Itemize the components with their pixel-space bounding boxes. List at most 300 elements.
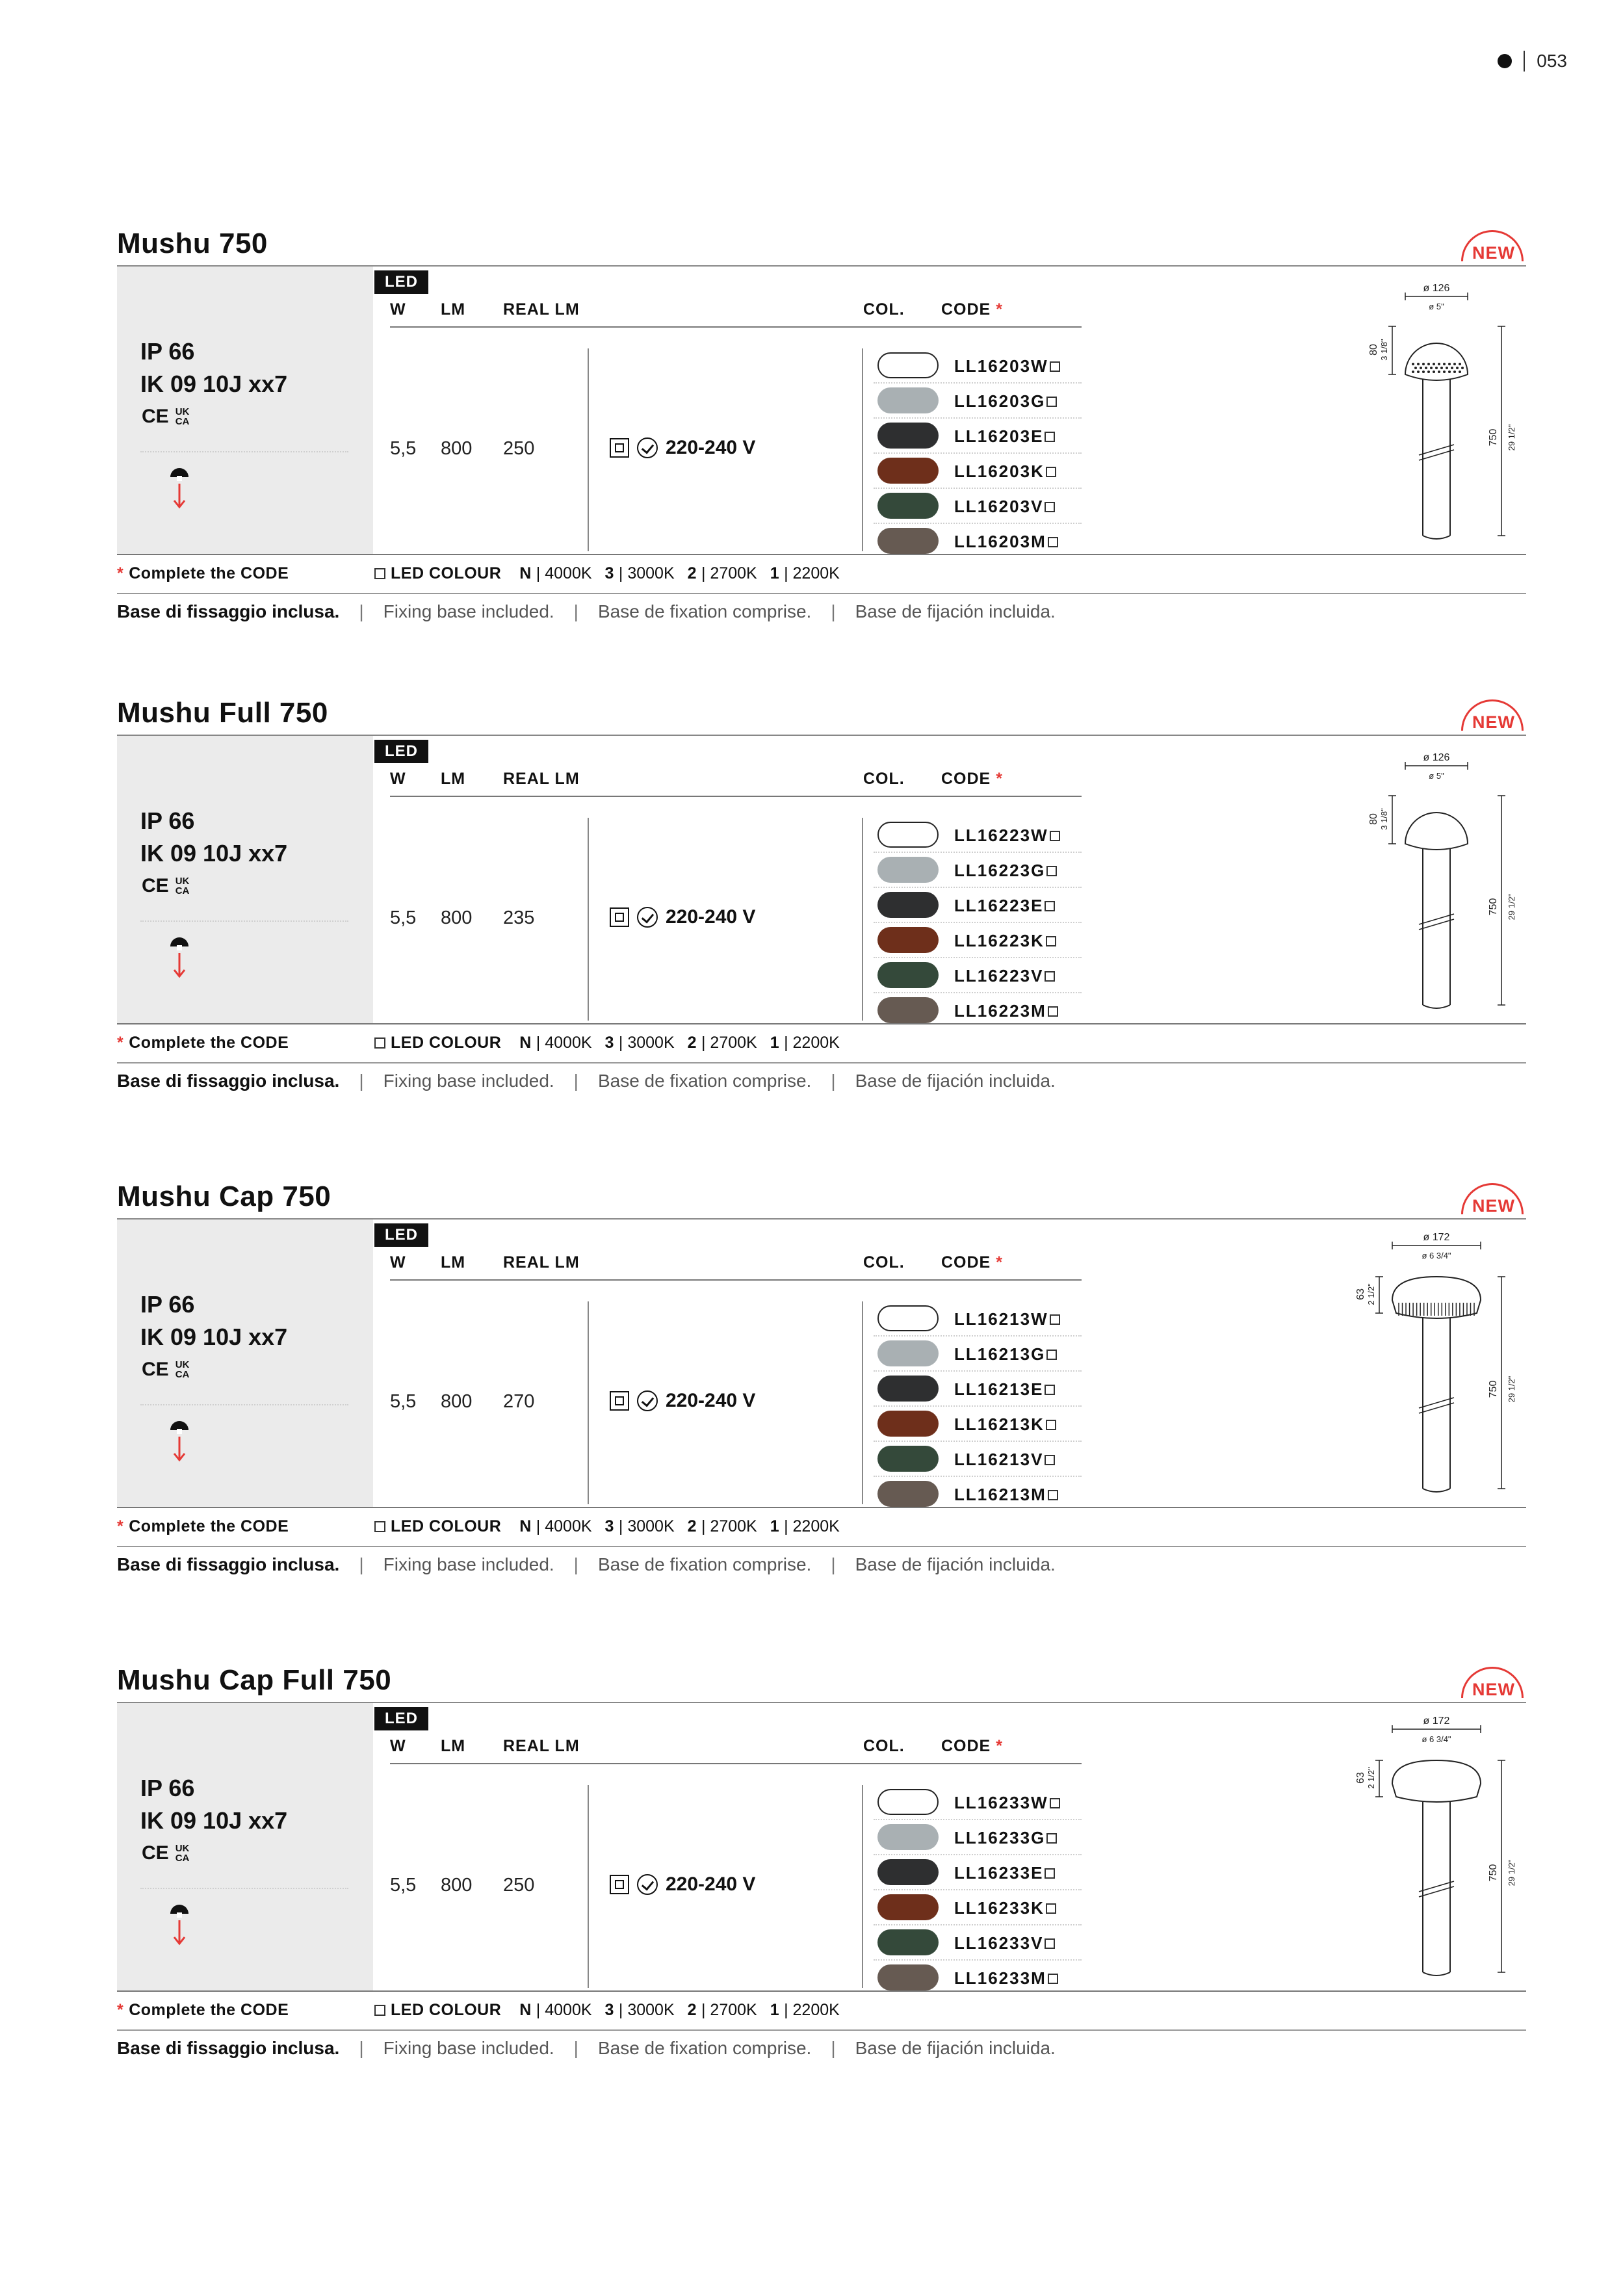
separator: | (573, 1071, 578, 1091)
separator: | (359, 601, 364, 621)
base-note (117, 1071, 1056, 1091)
divider (862, 348, 863, 551)
product-section (117, 697, 1526, 1113)
colour-option: 3 | 3000K (604, 564, 675, 582)
separator: | (359, 1071, 364, 1091)
placeholder-box-icon (1048, 1490, 1058, 1500)
colour-swatch (877, 997, 939, 1023)
code-legend (117, 1517, 1526, 1536)
spec-panel (117, 1220, 373, 1507)
colour-swatch (877, 493, 939, 519)
colour-swatch (877, 1964, 939, 1990)
base-note-it: Base di fissaggio inclusa. (117, 2038, 340, 2058)
ik-rating: IK 09 10J xx7 (140, 1807, 288, 1834)
svg-text:3 1/8": 3 1/8" (1379, 808, 1389, 830)
product-code: LL16203V (954, 497, 1055, 517)
ukca-mark-icon: UK CA (175, 406, 190, 427)
product-code: LL16213V (954, 1450, 1055, 1470)
colour-swatch (877, 387, 939, 413)
header-w: W (390, 1253, 406, 1272)
new-badge (1461, 1667, 1526, 1703)
base-note (117, 2038, 1056, 2059)
svg-text:750: 750 (1488, 1864, 1499, 1882)
voltage-value: 220-240 V (666, 1873, 756, 1895)
ip-rating: IP 66 (140, 338, 195, 365)
voltage-value: 220-240 V (666, 1390, 756, 1411)
product-code: LL16203M (954, 532, 1058, 552)
base-note-it: Base di fissaggio inclusa. (117, 1554, 340, 1574)
checkbox-icon (374, 568, 385, 579)
placeholder-box-icon (1045, 502, 1055, 512)
certification-marks (142, 875, 189, 897)
code-row (874, 1301, 1082, 1337)
class-ii-icon (610, 1875, 629, 1894)
colour-swatch (877, 1376, 939, 1402)
product-code: LL16203G (954, 391, 1057, 411)
class-ii-icon (610, 907, 629, 927)
base-note-es: Base de fijación incluida. (855, 1554, 1056, 1574)
colour-option: N | 4000K (519, 2001, 592, 2019)
svg-text:63: 63 (1355, 1772, 1366, 1784)
code-row (874, 958, 1082, 993)
product-code: LL16233E (954, 1863, 1055, 1883)
page-number: 053 (1537, 51, 1567, 71)
spec-panel (117, 1703, 373, 1990)
code-legend (117, 2001, 1526, 2020)
divider (140, 920, 348, 922)
header-lm: LM (441, 300, 466, 319)
base-note-it: Base di fissaggio inclusa. (117, 601, 340, 621)
header-code: CODE * (941, 1737, 1003, 1755)
separator: | (573, 2038, 578, 2058)
new-badge (1461, 699, 1526, 736)
asterisk-icon: * (117, 2001, 124, 2019)
ip-rating: IP 66 (140, 1775, 195, 1801)
code-row (874, 818, 1082, 853)
product-code: LL16203K (954, 462, 1056, 482)
placeholder-box-icon (1046, 1350, 1057, 1360)
lumen-value: 800 (441, 907, 473, 928)
product-section (117, 1664, 1526, 2080)
product-drawing (1326, 1220, 1521, 1506)
placeholder-box-icon (1046, 397, 1057, 407)
product-code: LL16223G (954, 861, 1057, 881)
product-code: LL16223E (954, 896, 1055, 916)
header-lm: LM (441, 1253, 466, 1272)
colour-swatch (877, 927, 939, 953)
code-row (874, 1855, 1082, 1890)
code-row (874, 853, 1082, 888)
placeholder-box-icon (1045, 971, 1055, 982)
code-row (874, 384, 1082, 419)
colour-option: 3 | 3000K (604, 1517, 675, 1535)
spec-panel (117, 736, 373, 1023)
colour-option: N | 4000K (519, 564, 592, 582)
divider (862, 1301, 863, 1504)
placeholder-box-icon (1050, 1798, 1060, 1808)
header-w: W (390, 1737, 406, 1755)
product-code: LL16213E (954, 1379, 1055, 1400)
code-row (874, 1961, 1082, 1994)
lumen-value: 800 (441, 438, 473, 459)
colour-code-list (874, 1301, 1082, 1511)
asterisk-icon: * (117, 564, 124, 582)
colour-option: 2 | 2700K (687, 2001, 757, 2019)
led-colour-label: LED COLOUR (391, 1517, 502, 1535)
class-ii-icon (610, 1391, 629, 1411)
divider (117, 1546, 1526, 1547)
product-code: LL16223V (954, 966, 1055, 986)
code-legend (117, 564, 1526, 583)
colour-option: N | 4000K (519, 1034, 592, 1052)
placeholder-box-icon (1050, 361, 1060, 372)
asterisk-icon: * (117, 1034, 124, 1052)
product-section (117, 1181, 1526, 1597)
code-row (874, 1442, 1082, 1477)
placeholder-box-icon (1048, 1974, 1058, 1984)
complete-code-label: * Complete the CODE (117, 1517, 289, 1535)
placeholder-box-icon (1048, 1006, 1058, 1017)
spec-panel (117, 267, 373, 554)
code-row (874, 1820, 1082, 1855)
asterisk-icon: * (996, 770, 1003, 788)
led-colour-legend (374, 2001, 840, 2020)
header-col: COL. (863, 1737, 905, 1755)
product-drawing (1326, 1703, 1521, 1989)
colour-swatch (877, 352, 939, 378)
svg-text:ø 5": ø 5" (1429, 771, 1444, 781)
divider (117, 593, 1526, 594)
placeholder-box-icon (1046, 1420, 1056, 1430)
svg-text:ø 126: ø 126 (1423, 752, 1450, 763)
product-code: LL16233M (954, 1968, 1058, 1989)
divider (588, 1785, 589, 1988)
product-code: LL16213W (954, 1309, 1060, 1329)
voltage-info (610, 437, 755, 459)
ce-mark-icon: CE (142, 406, 169, 427)
svg-text:ø 126: ø 126 (1423, 283, 1450, 294)
colour-code-list (874, 818, 1082, 1027)
svg-text:ø 5": ø 5" (1429, 302, 1444, 311)
certification-marks (142, 1842, 189, 1864)
colour-option: 1 | 2200K (770, 2001, 840, 2019)
watt-value: 5,5 (390, 438, 417, 459)
base-note-fr: Base de fixation comprise. (597, 1071, 812, 1091)
ip-rating: IP 66 (140, 807, 195, 834)
colour-swatch (877, 857, 939, 883)
led-tag: LED (374, 270, 428, 294)
ground-spike-icon (166, 1903, 192, 1949)
separator: | (359, 1554, 364, 1574)
asterisk-icon: * (996, 300, 1003, 319)
code-row (874, 888, 1082, 923)
colour-option: 1 | 2200K (770, 1034, 840, 1052)
code-row (874, 524, 1082, 558)
ground-spike-icon (166, 936, 192, 982)
check-circle-icon (637, 907, 658, 928)
colour-options (506, 2001, 840, 2020)
product-code: LL16223M (954, 1001, 1058, 1021)
divider (862, 818, 863, 1021)
check-circle-icon (637, 1874, 658, 1895)
complete-code-label: * Complete the CODE (117, 1034, 289, 1052)
header-code: CODE * (941, 300, 1003, 319)
colour-options (506, 564, 840, 583)
svg-text:29 1/2": 29 1/2" (1507, 893, 1516, 920)
colour-swatch (877, 1929, 939, 1955)
voltage-value: 220-240 V (666, 906, 756, 928)
separator: | (831, 2038, 836, 2058)
base-note-fr: Base de fixation comprise. (597, 1554, 812, 1574)
voltage-info (610, 1390, 755, 1412)
header-lm: LM (441, 770, 466, 788)
code-row (874, 1372, 1082, 1407)
led-colour-legend (374, 1517, 840, 1536)
colour-swatch (877, 1305, 939, 1331)
separator: | (359, 2038, 364, 2058)
colour-options (506, 1034, 840, 1052)
separator: | (573, 601, 578, 621)
header-col: COL. (863, 1253, 905, 1272)
product-code: LL16233V (954, 1933, 1055, 1953)
header-real-lm: REAL LM (503, 1253, 580, 1272)
svg-text:750: 750 (1488, 1380, 1499, 1398)
separator: | (831, 1554, 836, 1574)
placeholder-box-icon (1046, 1833, 1057, 1844)
divider (117, 1023, 1526, 1024)
code-row (874, 1925, 1082, 1961)
product-title: Mushu 750 (117, 228, 268, 259)
code-row (874, 923, 1082, 958)
placeholder-box-icon (1046, 1903, 1056, 1914)
voltage-value: 220-240 V (666, 437, 756, 458)
placeholder-box-icon (1046, 866, 1057, 876)
watt-value: 5,5 (390, 1875, 417, 1896)
base-note-es: Base de fijación incluida. (855, 2038, 1056, 2058)
real-lumen-value: 235 (503, 907, 535, 928)
base-note (117, 1554, 1056, 1575)
product-title: Mushu Cap Full 750 (117, 1664, 392, 1696)
colour-option: 2 | 2700K (687, 1034, 757, 1052)
code-row (874, 1407, 1082, 1442)
ground-spike-icon (166, 1420, 192, 1465)
colour-swatch (877, 1446, 939, 1472)
colour-swatch (877, 1340, 939, 1366)
ukca-mark-icon: UK CA (175, 1359, 190, 1380)
ce-mark-icon: CE (142, 1842, 169, 1864)
base-note (117, 601, 1056, 622)
svg-text:29 1/2": 29 1/2" (1507, 1859, 1516, 1886)
check-circle-icon (637, 1390, 658, 1411)
colour-swatch (877, 1859, 939, 1885)
base-note-en: Fixing base included. (383, 2038, 554, 2058)
divider (117, 1062, 1526, 1063)
ground-spike-icon (166, 467, 192, 512)
product-code: LL16203W (954, 356, 1060, 376)
new-badge (1461, 1183, 1526, 1220)
header-lm: LM (441, 1737, 466, 1755)
product-code: LL16233G (954, 1828, 1057, 1848)
colour-option: 3 | 3000K (604, 2001, 675, 2019)
code-row (874, 993, 1082, 1027)
colour-option: 3 | 3000K (604, 1034, 675, 1052)
base-note-fr: Base de fixation comprise. (597, 2038, 812, 2058)
svg-text:ø 6 3/4": ø 6 3/4" (1422, 1251, 1451, 1260)
colour-swatch (877, 423, 939, 449)
led-colour-legend (374, 564, 840, 583)
code-row (874, 1477, 1082, 1511)
svg-text:750: 750 (1488, 428, 1499, 447)
led-colour-label: LED COLOUR (391, 564, 502, 582)
checkbox-icon (374, 2005, 385, 2016)
new-badge-label: NEW (1472, 1196, 1515, 1216)
checkbox-icon (374, 1521, 385, 1532)
colour-option: 2 | 2700K (687, 1517, 757, 1535)
complete-code-label: * Complete the CODE (117, 2001, 289, 2019)
code-row (874, 1785, 1082, 1820)
svg-text:2 1/2": 2 1/2" (1366, 1283, 1376, 1305)
product-code: LL16223W (954, 826, 1060, 846)
svg-text:750: 750 (1488, 898, 1499, 916)
class-ii-icon (610, 438, 629, 458)
colour-swatch (877, 1789, 939, 1815)
certification-marks (142, 406, 189, 428)
colour-option: 1 | 2200K (770, 1517, 840, 1535)
divider (588, 818, 589, 1021)
placeholder-box-icon (1045, 1385, 1055, 1395)
base-note-en: Fixing base included. (383, 601, 554, 621)
divider (117, 1507, 1526, 1508)
divider (140, 1404, 348, 1405)
separator: | (831, 1071, 836, 1091)
divider (117, 2029, 1526, 2031)
colour-swatch (877, 962, 939, 988)
svg-text:29 1/2": 29 1/2" (1507, 424, 1516, 451)
colour-option: N | 4000K (519, 1517, 592, 1535)
new-badge (1461, 230, 1526, 267)
product-code: LL16223K (954, 931, 1056, 951)
svg-text:ø 172: ø 172 (1423, 1715, 1450, 1727)
placeholder-box-icon (1046, 936, 1056, 946)
divider (117, 554, 1526, 555)
base-note-fr: Base de fixation comprise. (597, 601, 812, 621)
ukca-mark-icon: UK CA (175, 1843, 190, 1864)
asterisk-icon: * (996, 1253, 1003, 1272)
code-legend (117, 1034, 1526, 1052)
ce-mark-icon: CE (142, 1359, 169, 1380)
colour-swatch (877, 458, 939, 484)
svg-text:80: 80 (1368, 813, 1379, 825)
ip-rating: IP 66 (140, 1291, 195, 1318)
header-real-lm: REAL LM (503, 770, 580, 788)
code-row (874, 489, 1082, 524)
product-section (117, 228, 1526, 644)
code-row (874, 454, 1082, 489)
placeholder-box-icon (1046, 467, 1056, 477)
check-circle-icon (637, 437, 658, 458)
product-title: Mushu Cap 750 (117, 1181, 331, 1212)
ik-rating: IK 09 10J xx7 (140, 1324, 288, 1350)
separator (1524, 51, 1525, 72)
divider (117, 1990, 1526, 1992)
base-note-it: Base di fissaggio inclusa. (117, 1071, 340, 1091)
header-w: W (390, 770, 406, 788)
colour-swatch (877, 1411, 939, 1437)
led-tag: LED (374, 740, 428, 763)
svg-text:3 1/8": 3 1/8" (1379, 339, 1389, 361)
watt-value: 5,5 (390, 907, 417, 928)
placeholder-box-icon (1045, 432, 1055, 442)
separator: | (573, 1554, 578, 1574)
lumen-value: 800 (441, 1391, 473, 1412)
voltage-info (610, 906, 755, 928)
svg-text:ø 172: ø 172 (1423, 1232, 1450, 1243)
code-row (874, 419, 1082, 454)
watt-value: 5,5 (390, 1391, 417, 1412)
divider (862, 1785, 863, 1988)
placeholder-box-icon (1045, 901, 1055, 911)
checkbox-icon (374, 1037, 385, 1049)
divider (390, 1763, 1082, 1764)
divider (140, 451, 348, 452)
new-badge-label: NEW (1472, 1680, 1515, 1699)
colour-option: 2 | 2700K (687, 564, 757, 582)
ik-rating: IK 09 10J xx7 (140, 840, 288, 867)
placeholder-box-icon (1045, 1868, 1055, 1879)
base-note-en: Fixing base included. (383, 1071, 554, 1091)
colour-swatch (877, 822, 939, 848)
svg-text:2 1/2": 2 1/2" (1366, 1767, 1376, 1789)
led-colour-label: LED COLOUR (391, 2001, 502, 2019)
ik-rating: IK 09 10J xx7 (140, 371, 288, 397)
page-header (1498, 51, 1567, 72)
header-col: COL. (863, 300, 905, 319)
placeholder-box-icon (1048, 537, 1058, 547)
led-colour-legend (374, 1034, 840, 1052)
base-note-es: Base de fijación incluida. (855, 1071, 1056, 1091)
product-drawing (1326, 267, 1521, 553)
divider (588, 348, 589, 551)
svg-text:ø 6 3/4": ø 6 3/4" (1422, 1734, 1451, 1744)
base-note-en: Fixing base included. (383, 1554, 554, 1574)
product-drawing (1326, 736, 1521, 1022)
divider (390, 1279, 1082, 1281)
led-tag: LED (374, 1223, 428, 1247)
product-code: LL16203E (954, 426, 1055, 447)
product-code: LL16233W (954, 1793, 1060, 1813)
complete-code-label: * Complete the CODE (117, 564, 289, 582)
colour-swatch (877, 1824, 939, 1850)
placeholder-box-icon (1045, 1455, 1055, 1465)
code-row (874, 348, 1082, 384)
svg-text:80: 80 (1368, 344, 1379, 356)
placeholder-box-icon (1050, 831, 1060, 841)
certification-marks (142, 1359, 189, 1381)
asterisk-icon: * (996, 1737, 1003, 1755)
ce-mark-icon: CE (142, 875, 169, 896)
product-code: LL16213K (954, 1415, 1056, 1435)
colour-options (506, 1517, 840, 1536)
header-w: W (390, 300, 406, 319)
led-colour-label: LED COLOUR (391, 1034, 502, 1052)
divider (390, 796, 1082, 797)
divider (140, 1888, 348, 1889)
product-code: LL16233K (954, 1898, 1056, 1918)
header-real-lm: REAL LM (503, 1737, 580, 1755)
product-title: Mushu Full 750 (117, 697, 328, 729)
colour-option: 1 | 2200K (770, 564, 840, 582)
code-row (874, 1337, 1082, 1372)
